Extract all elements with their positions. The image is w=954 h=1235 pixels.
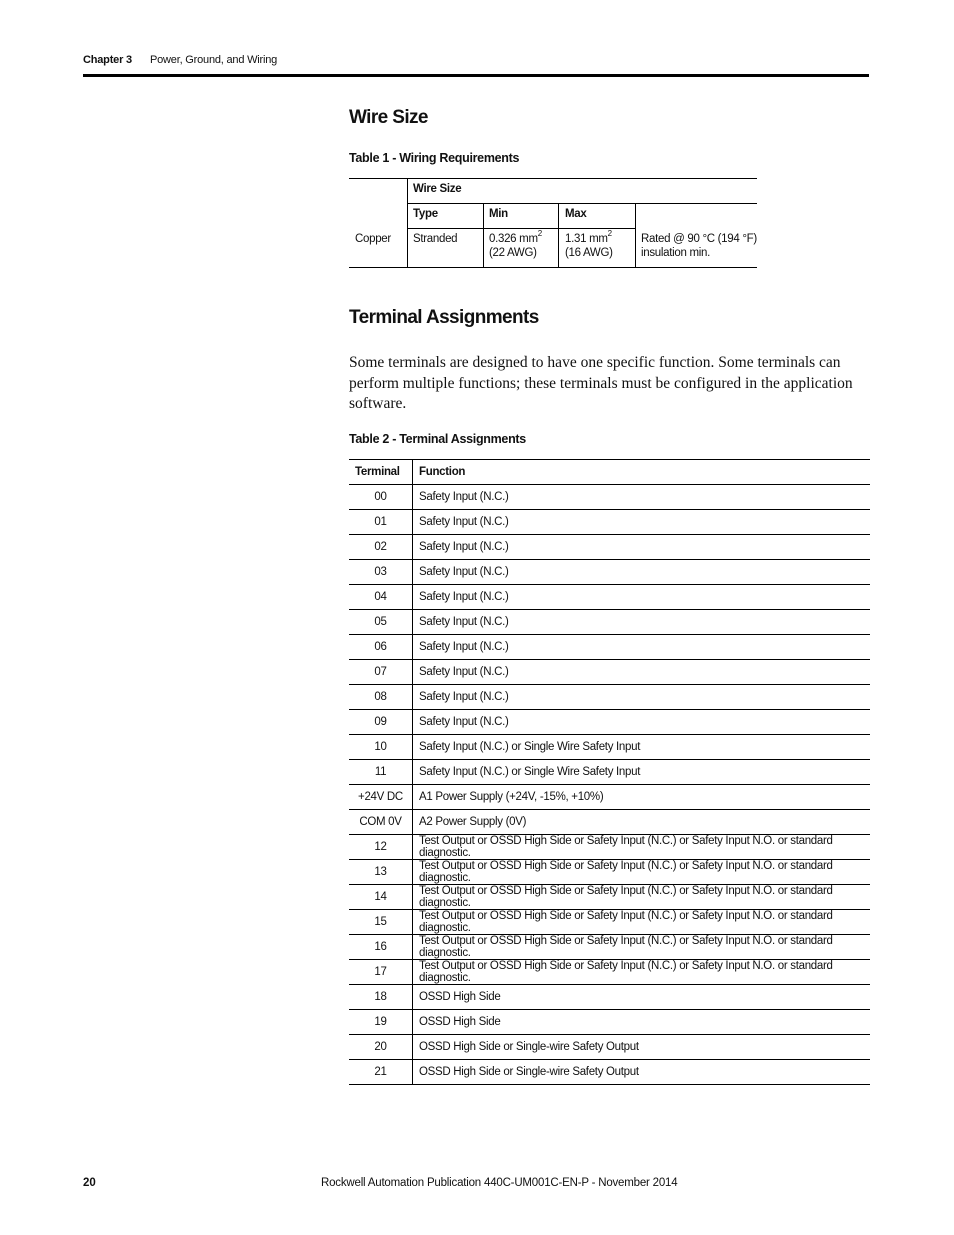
function-cell: Safety Input (N.C.) bbox=[413, 660, 871, 685]
table-row bbox=[349, 1010, 870, 1035]
terminal-cell: 12 bbox=[349, 835, 413, 860]
table-row bbox=[349, 860, 870, 885]
table-row bbox=[349, 835, 870, 860]
section-title: Power, Ground, and Wiring bbox=[150, 54, 278, 66]
min-awg: (22 AWG) bbox=[489, 246, 537, 259]
table-row bbox=[349, 660, 870, 685]
function-cell: OSSD High Side or Single-wire Safety Output bbox=[413, 1035, 871, 1060]
min-superscript: 2 bbox=[537, 229, 542, 239]
table-vline bbox=[407, 178, 408, 268]
terminal-cell: 16 bbox=[349, 935, 413, 960]
terminal-cell: COM 0V bbox=[349, 810, 413, 835]
table2-caption: Table 2 - Terminal Assignments bbox=[349, 432, 526, 446]
terminal-cell: 09 bbox=[349, 710, 413, 735]
terminal-cell: 21 bbox=[349, 1060, 413, 1085]
terminal-cell: 18 bbox=[349, 985, 413, 1010]
function-cell: Test Output or OSSD High Side or Safety Input (N.C.) or Safety Input N.O. or standard diagnostic. bbox=[413, 835, 871, 860]
header-rule bbox=[83, 74, 869, 77]
cell-min bbox=[489, 229, 542, 260]
table-row bbox=[349, 585, 870, 610]
function-cell: Test Output or OSSD High Side or Safety Input (N.C.) or Safety Input N.O. or standard diagnostic. bbox=[413, 960, 871, 985]
wiring-requirements-table bbox=[349, 178, 757, 268]
terminal-cell: 01 bbox=[349, 510, 413, 535]
table-row bbox=[349, 635, 870, 660]
terminal-cell: 03 bbox=[349, 560, 413, 585]
terminal-cell: 11 bbox=[349, 760, 413, 785]
table-row bbox=[349, 885, 870, 910]
terminal-assignments-table bbox=[349, 459, 870, 1085]
function-cell: A1 Power Supply (+24V, -15%, +10%) bbox=[413, 785, 871, 810]
function-cell: Safety Input (N.C.) bbox=[413, 585, 871, 610]
terminal-assignments-heading: Terminal Assignments bbox=[349, 307, 539, 328]
row-label-copper: Copper bbox=[355, 233, 391, 245]
table-group-rule bbox=[407, 203, 757, 204]
terminal-cell: 14 bbox=[349, 885, 413, 910]
max-awg: (16 AWG) bbox=[565, 246, 613, 259]
page-number: 20 bbox=[83, 1177, 96, 1189]
table-row bbox=[349, 485, 870, 510]
function-cell: OSSD High Side or Single-wire Safety Output bbox=[413, 1060, 871, 1085]
rating-line: Rated @ 90 °C (194 °F) bbox=[641, 233, 757, 245]
function-cell: OSSD High Side bbox=[413, 985, 871, 1010]
function-cell: Safety Input (N.C.) bbox=[413, 635, 871, 660]
table-row bbox=[349, 685, 870, 710]
function-cell: Safety Input (N.C.) bbox=[413, 560, 871, 585]
table-row bbox=[349, 785, 870, 810]
table-row bbox=[349, 960, 870, 985]
publication-footer: Rockwell Automation Publication 440C-UM001C-EN-P - November 2014 bbox=[321, 1177, 678, 1189]
terminal-cell: 19 bbox=[349, 1010, 413, 1035]
terminal-paragraph: Some terminals are designed to have one specific function. Some terminals can perform multiple functions; these terminals must be configured in the application software. bbox=[349, 354, 853, 412]
running-header bbox=[83, 52, 869, 76]
function-cell: Safety Input (N.C.) or Single Wire Safety Input bbox=[413, 735, 871, 760]
table-header-row bbox=[349, 460, 870, 485]
terminal-cell: 13 bbox=[349, 860, 413, 885]
table-row bbox=[349, 610, 870, 635]
table-top-rule bbox=[349, 178, 757, 179]
function-cell: Safety Input (N.C.) bbox=[413, 610, 871, 635]
table-row bbox=[349, 535, 870, 560]
col-header-min: Min bbox=[489, 208, 508, 220]
min-value: 0.326 mm bbox=[489, 233, 538, 245]
table-row bbox=[349, 560, 870, 585]
terminal-cell: 05 bbox=[349, 610, 413, 635]
col-header-terminal: Terminal bbox=[349, 460, 413, 485]
terminal-cell: 15 bbox=[349, 910, 413, 935]
terminal-table-body bbox=[349, 485, 870, 1085]
table-row bbox=[349, 760, 870, 785]
group-header-wire-size: Wire Size bbox=[413, 183, 462, 195]
table1-caption: Table 1 - Wiring Requirements bbox=[349, 151, 520, 165]
function-cell: Safety Input (N.C.) or Single Wire Safety Input bbox=[413, 760, 871, 785]
table-row bbox=[349, 910, 870, 935]
table-row bbox=[349, 735, 870, 760]
wire-size-heading: Wire Size bbox=[349, 107, 428, 128]
table-row bbox=[349, 985, 870, 1010]
terminal-cell: 06 bbox=[349, 635, 413, 660]
max-superscript: 2 bbox=[607, 229, 612, 239]
terminal-cell: +24V DC bbox=[349, 785, 413, 810]
col-header-type: Type bbox=[413, 208, 438, 220]
function-cell: Safety Input (N.C.) bbox=[413, 485, 871, 510]
function-cell: Safety Input (N.C.) bbox=[413, 535, 871, 560]
function-cell: Safety Input (N.C.) bbox=[413, 510, 871, 535]
rating-note: insulation min. bbox=[641, 246, 711, 259]
terminal-cell: 08 bbox=[349, 685, 413, 710]
cell-max bbox=[565, 229, 613, 260]
table-row bbox=[349, 810, 870, 835]
table-row bbox=[349, 1060, 870, 1085]
table-row bbox=[349, 510, 870, 535]
max-value: 1.31 mm bbox=[565, 233, 608, 245]
cell-type: Stranded bbox=[413, 233, 458, 245]
function-cell: Test Output or OSSD High Side or Safety Input (N.C.) or Safety Input N.O. or standard diagnostic. bbox=[413, 860, 871, 885]
terminal-cell: 07 bbox=[349, 660, 413, 685]
table-vline bbox=[635, 203, 636, 268]
function-cell: Test Output or OSSD High Side or Safety Input (N.C.) or Safety Input N.O. or standard diagnostic. bbox=[413, 935, 871, 960]
function-cell: Safety Input (N.C.) bbox=[413, 710, 871, 735]
table-header-rule bbox=[407, 228, 635, 229]
terminal-cell: 20 bbox=[349, 1035, 413, 1060]
function-cell: A2 Power Supply (0V) bbox=[413, 810, 871, 835]
cell-rating bbox=[641, 233, 757, 260]
table-row bbox=[349, 935, 870, 960]
table-bottom-rule bbox=[349, 267, 757, 268]
function-cell: Safety Input (N.C.) bbox=[413, 685, 871, 710]
terminal-cell: 04 bbox=[349, 585, 413, 610]
table-vline bbox=[483, 203, 484, 268]
table-vline bbox=[558, 203, 559, 268]
col-header-function: Function bbox=[413, 460, 871, 485]
chapter-label: Chapter 3 bbox=[83, 54, 132, 66]
function-cell: Test Output or OSSD High Side or Safety Input (N.C.) or Safety Input N.O. or standard diagnostic. bbox=[413, 885, 871, 910]
terminal-cell: 02 bbox=[349, 535, 413, 560]
function-cell: Test Output or OSSD High Side or Safety Input (N.C.) or Safety Input N.O. or standard diagnostic. bbox=[413, 910, 871, 935]
col-header-max: Max bbox=[565, 208, 587, 220]
table-row bbox=[349, 710, 870, 735]
terminal-cell: 17 bbox=[349, 960, 413, 985]
function-cell: OSSD High Side bbox=[413, 1010, 871, 1035]
table-row bbox=[349, 1035, 870, 1060]
terminal-cell: 00 bbox=[349, 485, 413, 510]
terminal-cell: 10 bbox=[349, 735, 413, 760]
